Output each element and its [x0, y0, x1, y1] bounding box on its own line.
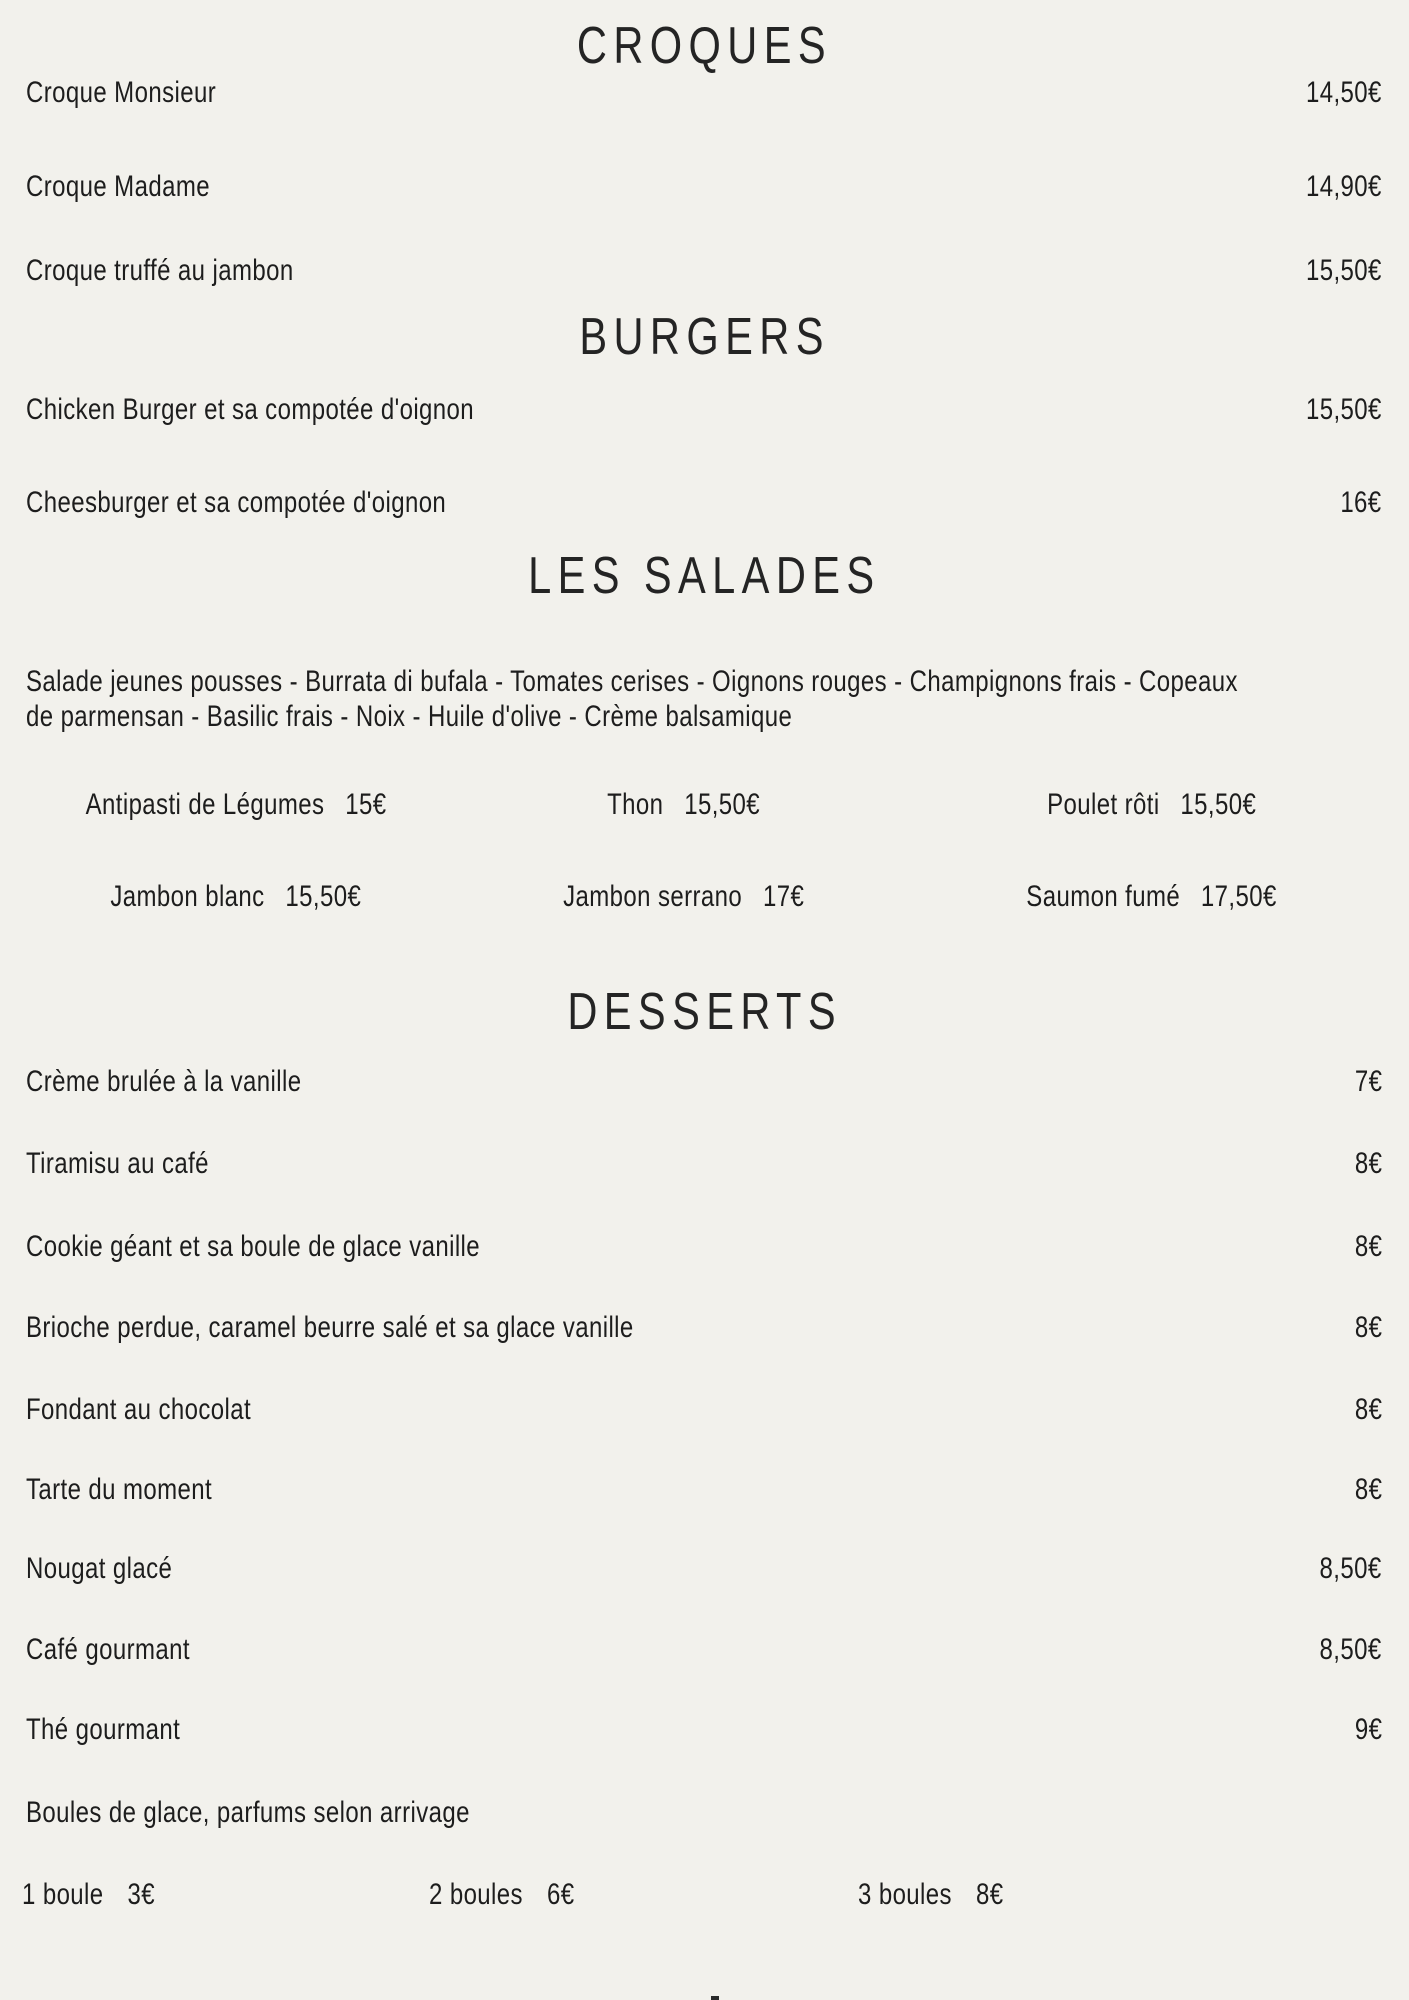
- salad-option-name: Saumon fumé: [1026, 880, 1181, 913]
- menu-item-name: Chicken Burger et sa compotée d'oignon: [26, 393, 475, 426]
- scoop-option-name: 1 boule: [22, 1878, 104, 1911]
- menu-item-name: Brioche perdue, caramel beurre salé et sa glace vanille: [26, 1311, 634, 1344]
- section-header-croques: [0, 17, 1409, 75]
- scoop-option-cell: [429, 1875, 858, 1915]
- salad-option-price: 15,50€: [683, 788, 760, 821]
- ice-cream-note-text: Boules de glace, parfums selon arrivage: [26, 1796, 470, 1829]
- menu-item-name: Nougat glacé: [26, 1552, 173, 1585]
- menu-item-row: [26, 1710, 1382, 1750]
- section-title: DESSERTS: [567, 983, 842, 1041]
- salad-option-text: [1047, 785, 1256, 825]
- scoop-option-cell: [858, 1875, 1409, 1915]
- scoop-option-cell: [22, 1875, 429, 1915]
- salad-option-cell: [0, 785, 472, 825]
- menu-item-price: 16€: [1340, 486, 1382, 519]
- menu-item-name: Café gourmant: [26, 1633, 190, 1666]
- salad-options-row: [0, 877, 1409, 917]
- menu-item-row: [26, 1470, 1382, 1510]
- menu-item-price: 8€: [1354, 1147, 1382, 1180]
- scoop-option-text: [429, 1875, 574, 1915]
- menu-item-row: [26, 73, 1382, 113]
- menu-item-row: [26, 1062, 1382, 1102]
- menu-item-name: Tiramisu au café: [26, 1147, 209, 1180]
- menu-item-row: [26, 1549, 1382, 1589]
- scoop-option-text: [858, 1875, 1003, 1915]
- section-header-desserts: [0, 983, 1409, 1041]
- menu-item-row: [26, 1144, 1382, 1184]
- salad-option-text: [607, 785, 760, 825]
- menu-item-row: [26, 1227, 1382, 1267]
- section-title: BURGERS: [579, 308, 830, 366]
- salad-description-text: Salade jeunes pousses - Burrata di bufala - Tomates cerises - Oignons rouges - Champignons frais - Copeaux: [26, 665, 1238, 698]
- salad-description-text: de parmensan - Basilic frais - Noix - Huile d'olive - Crème balsamique: [26, 700, 793, 733]
- salad-option-price: 15,50€: [285, 880, 362, 913]
- menu-item-name: Cookie géant et sa boule de glace vanille: [26, 1230, 481, 1263]
- scoop-option-price: 6€: [546, 1878, 575, 1911]
- menu-item-row: [26, 1308, 1382, 1348]
- menu-item-name: Croque truffé au jambon: [26, 254, 294, 287]
- menu-item-row: [26, 483, 1382, 523]
- cutoff-text-fragment: [711, 1996, 719, 2000]
- salad-description-line-1: [26, 662, 1382, 702]
- menu-item-price: 15,50€: [1306, 393, 1382, 426]
- salad-option-price: 15€: [345, 788, 387, 821]
- salad-option-name: Antipasti de Légumes: [85, 788, 325, 821]
- salad-option-name: Jambon serrano: [562, 880, 742, 913]
- menu-item-row: [26, 390, 1382, 430]
- menu-item-price: 8,50€: [1319, 1633, 1382, 1666]
- section-title: LES SALADES: [528, 547, 881, 605]
- menu-item-name: Tarte du moment: [26, 1473, 213, 1506]
- salad-option-cell: [472, 877, 895, 917]
- salad-option-text: [111, 877, 362, 917]
- scoop-options-row: [22, 1875, 1409, 1915]
- salad-option-cell: [472, 785, 895, 825]
- salad-option-price: 15,50€: [1180, 788, 1257, 821]
- section-title: CROQUES: [576, 17, 833, 75]
- menu-item-price: 9€: [1354, 1713, 1382, 1746]
- menu-item-name: Croque Madame: [26, 170, 210, 203]
- salad-option-price: 17€: [762, 880, 804, 913]
- scoop-option-price: 3€: [127, 1878, 156, 1911]
- menu-item-name: Croque Monsieur: [26, 76, 217, 109]
- scoop-option-name: 2 boules: [429, 1878, 523, 1911]
- salad-option-name: Poulet rôti: [1047, 788, 1160, 821]
- menu-item-price: 14,50€: [1306, 76, 1382, 109]
- menu-item-price: 8,50€: [1319, 1552, 1382, 1585]
- salad-option-text: [1027, 877, 1277, 917]
- menu-item-row: [26, 167, 1382, 207]
- section-header-salades: [0, 547, 1409, 605]
- menu-item-row: [26, 1630, 1382, 1670]
- menu-item-price: 8€: [1354, 1311, 1382, 1344]
- menu-item-price: 8€: [1354, 1230, 1382, 1263]
- menu-item-row: [26, 1390, 1382, 1430]
- scoop-option-text: [22, 1875, 155, 1915]
- ice-cream-note: [26, 1793, 1382, 1833]
- scoop-option-price: 8€: [975, 1878, 1004, 1911]
- salad-option-name: Thon: [606, 788, 664, 821]
- menu-item-price: 15,50€: [1306, 254, 1382, 287]
- menu-item-price: 8€: [1354, 1393, 1382, 1426]
- salad-description-line-2: [26, 697, 1382, 737]
- menu-item-row: [26, 251, 1382, 291]
- salad-option-cell: [895, 877, 1409, 917]
- salad-option-text: [86, 785, 387, 825]
- section-header-burgers: [0, 308, 1409, 366]
- menu-item-price: 8€: [1354, 1473, 1382, 1506]
- salad-option-name: Jambon blanc: [110, 880, 265, 913]
- salad-options-row: [0, 785, 1409, 825]
- menu-item-price: 7€: [1354, 1065, 1382, 1098]
- menu-item-price: 14,90€: [1306, 170, 1382, 203]
- salad-option-cell: [895, 785, 1409, 825]
- menu-item-name: Crème brulée à la vanille: [26, 1065, 302, 1098]
- salad-option-price: 17,50€: [1201, 880, 1278, 913]
- salad-option-text: [563, 877, 804, 917]
- menu-item-name: Thé gourmant: [26, 1713, 181, 1746]
- menu-item-name: Fondant au chocolat: [26, 1393, 252, 1426]
- menu-item-name: Cheesburger et sa compotée d'oignon: [26, 486, 447, 519]
- salad-option-cell: [0, 877, 472, 917]
- scoop-option-name: 3 boules: [858, 1878, 952, 1911]
